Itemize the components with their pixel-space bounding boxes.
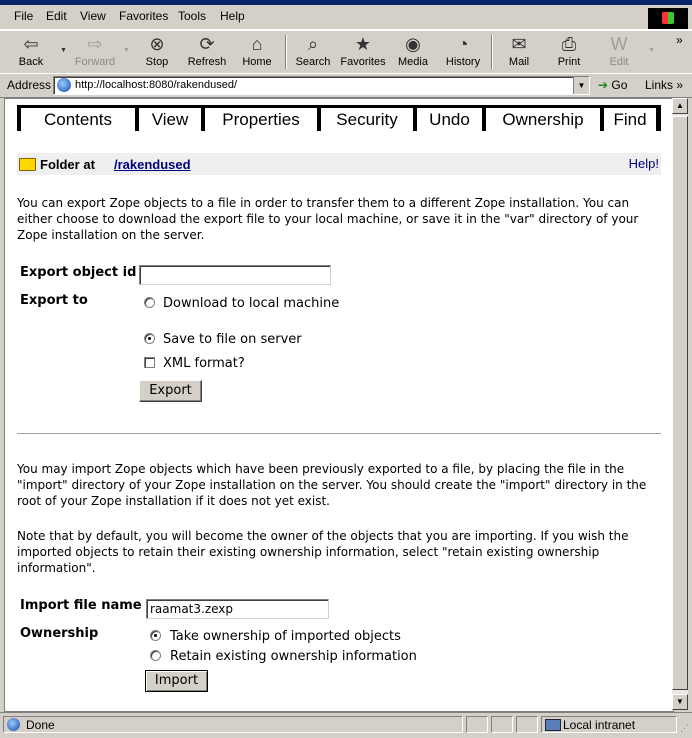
import-ownership-note: Note that by default, you will become the owner of the objects that you are importing. If you wish the imported objects to retain their existing ownership information, select "retain existing ownership information". bbox=[17, 529, 629, 575]
status-panel bbox=[466, 716, 488, 733]
tab-ownership[interactable]: Ownership bbox=[486, 108, 600, 131]
export-to-label: Export to bbox=[20, 293, 88, 308]
menu-favorites[interactable]: Favorites bbox=[119, 9, 169, 23]
edit-button[interactable]: W Edit bbox=[602, 33, 636, 68]
scroll-thumb[interactable] bbox=[672, 116, 688, 690]
tab-contents[interactable]: Contents bbox=[21, 108, 135, 134]
menu-tools[interactable]: Tools bbox=[178, 9, 207, 23]
import-file-label: Import file name bbox=[20, 598, 142, 613]
go-button[interactable]: ➔ Go bbox=[598, 78, 628, 92]
tab-undo[interactable]: Undo bbox=[417, 108, 482, 131]
status-panel bbox=[491, 716, 513, 733]
export-button[interactable]: Export bbox=[139, 380, 202, 402]
status-bar bbox=[0, 712, 692, 738]
intranet-computer-icon bbox=[545, 719, 561, 731]
take-ownership-label: Take ownership of imported objects bbox=[170, 629, 401, 644]
history-icon: ◔ bbox=[457, 34, 469, 54]
history-button[interactable]: ◔ History bbox=[445, 34, 481, 68]
mail-button[interactable]: ✉ Mail bbox=[508, 34, 530, 68]
mail-icon: ✉ bbox=[511, 34, 527, 54]
radio-save-server[interactable] bbox=[144, 333, 155, 344]
ownership-label: Ownership bbox=[20, 626, 99, 641]
status-main-panel bbox=[3, 716, 463, 733]
download-local-label: Download to local machine bbox=[163, 296, 340, 311]
import-file-input[interactable] bbox=[146, 599, 329, 619]
import-button[interactable]: Import bbox=[145, 670, 208, 692]
ie-page-icon bbox=[7, 718, 20, 731]
print-icon: ⎙ bbox=[561, 34, 577, 54]
export-id-label: Export object id bbox=[20, 265, 137, 280]
edit-dropdown-icon[interactable]: ▼ bbox=[648, 47, 655, 54]
windows-logo-icon bbox=[648, 8, 688, 29]
retain-ownership-label: Retain existing ownership information bbox=[170, 649, 417, 664]
folder-bar bbox=[17, 153, 661, 175]
refresh-icon: ⟳ bbox=[199, 34, 215, 54]
folder-icon bbox=[19, 158, 36, 171]
menu-edit[interactable]: Edit bbox=[46, 9, 67, 23]
zope-tab-bar bbox=[17, 105, 661, 131]
stop-icon: ⊗ bbox=[149, 34, 165, 54]
zone-text: Local intranet bbox=[563, 718, 636, 732]
address-url[interactable]: http://localhost:8080/rakendused/ bbox=[75, 79, 238, 91]
forward-dropdown-icon[interactable]: ▼ bbox=[123, 47, 130, 54]
address-label: Address bbox=[7, 78, 52, 92]
tab-view[interactable]: View bbox=[139, 108, 201, 131]
media-button[interactable]: ◉ Media bbox=[398, 34, 428, 68]
folder-label: Folder at bbox=[40, 157, 95, 172]
ie-page-icon bbox=[57, 78, 71, 92]
folder-path-link[interactable]: /rakendused bbox=[114, 157, 191, 172]
page-content bbox=[4, 98, 674, 712]
section-divider bbox=[17, 433, 661, 435]
menu-view[interactable]: View bbox=[80, 9, 106, 23]
address-dropdown-icon[interactable]: ▼ bbox=[573, 77, 589, 94]
stop-button[interactable]: ⊗ Stop bbox=[145, 34, 169, 68]
favorites-icon: ★ bbox=[354, 34, 372, 54]
vertical-scrollbar[interactable] bbox=[672, 98, 688, 710]
radio-download-local[interactable] bbox=[144, 297, 155, 308]
search-icon: ⌕ bbox=[307, 34, 319, 54]
tab-find[interactable]: Find bbox=[604, 108, 656, 131]
back-arrow-icon: ⇦ bbox=[23, 34, 39, 54]
radio-take-ownership[interactable] bbox=[150, 630, 161, 641]
forward-button[interactable]: ⇨ Forward bbox=[74, 34, 116, 68]
links-button[interactable]: Links » bbox=[645, 78, 684, 92]
back-button[interactable]: ⇦ Back bbox=[18, 34, 44, 68]
toolbar-separator bbox=[491, 35, 493, 69]
scroll-down-icon[interactable]: ▼ bbox=[672, 694, 688, 710]
address-bar bbox=[0, 73, 692, 98]
print-button[interactable]: ⎙ Print bbox=[557, 34, 581, 68]
home-button[interactable]: ⌂ Home bbox=[242, 34, 272, 68]
refresh-button[interactable]: ⟳ Refresh bbox=[187, 34, 227, 68]
menu-file[interactable]: File bbox=[14, 9, 34, 23]
toolbar bbox=[0, 30, 692, 74]
back-dropdown-icon[interactable]: ▼ bbox=[60, 47, 67, 54]
menu-bar bbox=[0, 5, 692, 30]
toolbar-separator bbox=[285, 35, 287, 69]
home-icon: ⌂ bbox=[251, 34, 263, 54]
address-input[interactable] bbox=[53, 76, 590, 95]
search-button[interactable]: ⌕ Search bbox=[295, 34, 331, 68]
export-id-input[interactable] bbox=[139, 265, 331, 285]
xml-format-label: XML format? bbox=[163, 356, 245, 371]
status-text: Done bbox=[26, 718, 55, 732]
toolbar-chevron-icon[interactable]: » bbox=[676, 33, 683, 47]
import-intro: You may import Zope objects which have been previously exported to a file, by placing the file in the "import" directory of your Zope installation on the server. You should create the "import" directory in the root of your Zope installation if it does not yet exist. bbox=[17, 462, 647, 508]
status-panel bbox=[516, 716, 538, 733]
edit-icon: W bbox=[610, 34, 628, 54]
resize-grip-icon[interactable]: ⋰ bbox=[680, 723, 689, 733]
status-zone-panel bbox=[541, 716, 677, 733]
forward-arrow-icon: ⇨ bbox=[87, 34, 103, 54]
tab-security[interactable]: Security bbox=[321, 108, 413, 131]
tab-properties[interactable]: Properties bbox=[205, 108, 317, 131]
xml-format-checkbox[interactable] bbox=[144, 357, 155, 368]
go-arrow-icon: ➔ bbox=[598, 78, 609, 92]
radio-retain-ownership[interactable] bbox=[150, 650, 161, 661]
scroll-up-icon[interactable]: ▲ bbox=[672, 98, 688, 114]
favorites-button[interactable]: ★ Favorites bbox=[340, 34, 386, 68]
menu-help[interactable]: Help bbox=[220, 9, 245, 23]
export-intro: You can export Zope objects to a file in order to transfer them to a different Zope installation. You can either choose to download the export file to your local machine, or save it in the "var" directory of your Zope installation on the server. bbox=[17, 196, 639, 242]
save-server-label: Save to file on server bbox=[163, 332, 302, 347]
help-link[interactable]: Help! bbox=[628, 156, 659, 171]
media-icon: ◉ bbox=[405, 34, 421, 54]
